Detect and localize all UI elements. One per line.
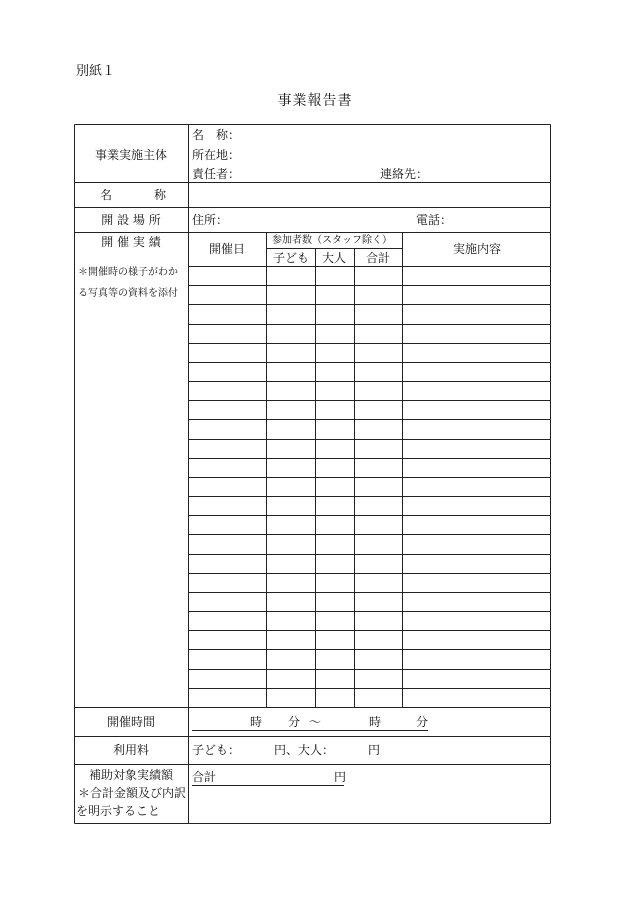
fee-yen: 円: [368, 743, 381, 757]
col-date-header: 開催日: [208, 242, 246, 256]
col-children-header: 子ども: [272, 251, 310, 265]
col-content-header: 実施内容: [452, 242, 502, 256]
results-note-line2: る写真等の資料を添付: [78, 288, 178, 299]
venue-phone-label: 電話：: [416, 213, 453, 227]
subsidy-label-line3: を明示すること: [76, 804, 161, 818]
hours-tilde: ～: [309, 715, 322, 729]
entity-contact-label: 連絡先：: [380, 167, 429, 181]
venue-address-label: 住所：: [192, 213, 229, 227]
entity-name-label: 名 称：: [192, 128, 241, 142]
hours-label: 開催時間: [106, 715, 156, 729]
venue-label: 開 設 場 所: [101, 213, 161, 227]
col-adults-header: 大人: [321, 251, 347, 265]
entity-label: 事業実施主体: [94, 148, 168, 162]
subsidy-underline: [192, 785, 344, 786]
subsidy-yen: 円: [334, 770, 347, 784]
name-label-left: 名: [100, 188, 113, 202]
results-label: 開 催 実 績: [101, 235, 161, 249]
results-note-line1: ＊開催時の様子がわか: [78, 267, 178, 278]
col-participants-header: 参加者数（スタッフ除く）: [272, 235, 392, 246]
fee-children-label: 子ども：: [192, 743, 241, 757]
page-title: 事業報告書: [277, 93, 353, 109]
document-id: 別紙１: [76, 64, 116, 79]
hours-min2: 分: [416, 715, 429, 729]
entity-manager-label: 責任者：: [192, 167, 241, 181]
fee-label: 利用料: [112, 743, 150, 757]
name-label-right: 称: [154, 188, 167, 202]
hours-underline: [192, 730, 428, 731]
hours-hour1: 時: [250, 715, 263, 729]
subsidy-label-line2: ＊合計金額及び内訳: [78, 786, 187, 800]
col-total-header: 合計: [365, 251, 391, 265]
subsidy-label-line1: 補助対象実績額: [88, 768, 174, 782]
hours-hour2: 時: [369, 715, 382, 729]
hours-min1: 分: [288, 715, 301, 729]
report-form: [74, 124, 551, 824]
fee-adults-label: 円、大人：: [274, 743, 335, 757]
subsidy-total-label: 合計: [192, 770, 217, 784]
entity-address-label: 所在地：: [192, 148, 241, 162]
